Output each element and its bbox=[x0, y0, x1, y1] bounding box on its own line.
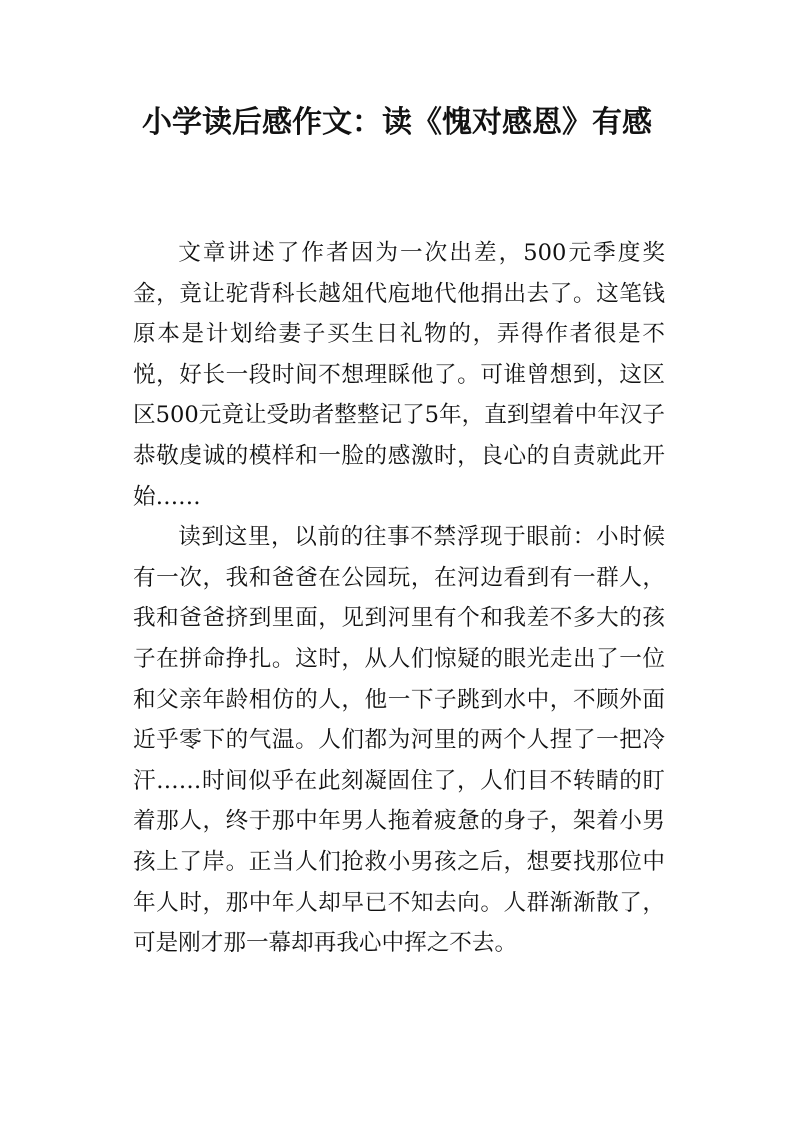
paragraph-1: 文章讲述了作者因为一次出差，500元季度奖金，竟让驼背科长越俎代庖地代他捐出去了。这笔钱原本是计划给妻子买生日礼物的，弄得作者很是不悦，好长一段时间不想理睬他了。可谁曾想到，这区区500元竟让受助者整整记了5年，直到望着中年汉子恭敬虔诚的模样和一脸的感激时，良心的自责就此开始…… bbox=[133, 240, 665, 510]
document-body bbox=[133, 233, 665, 964]
paragraph-2: 读到这里，以前的往事不禁浮现于眼前：小时候有一次，我和爸爸在公园玩，在河边看到有一群人，我和爸爸挤到里面，见到河里有个和我差不多大的孩子在拼命挣扎。这时，从人们惊疑的眼光走出了一位和父亲年龄相仿的人，他一下子跳到水中，不顾外面近乎零下的气温。人们都为河里的两个人捏了一把冷汗……时间似乎在此刻凝固住了，人们目不转睛的盯着那人，终于那中年男人拖着疲惫的身子，架着小男孩上了岸。正当人们抢救小男孩之后，想要找那位中年人时，那中年人却早已不知去向。人群渐渐散了，可是刚才那一幕却再我心中挥之不去。 bbox=[133, 524, 665, 957]
document-title: 小学读后感作文：读《愧对感恩》有感 bbox=[142, 105, 652, 140]
